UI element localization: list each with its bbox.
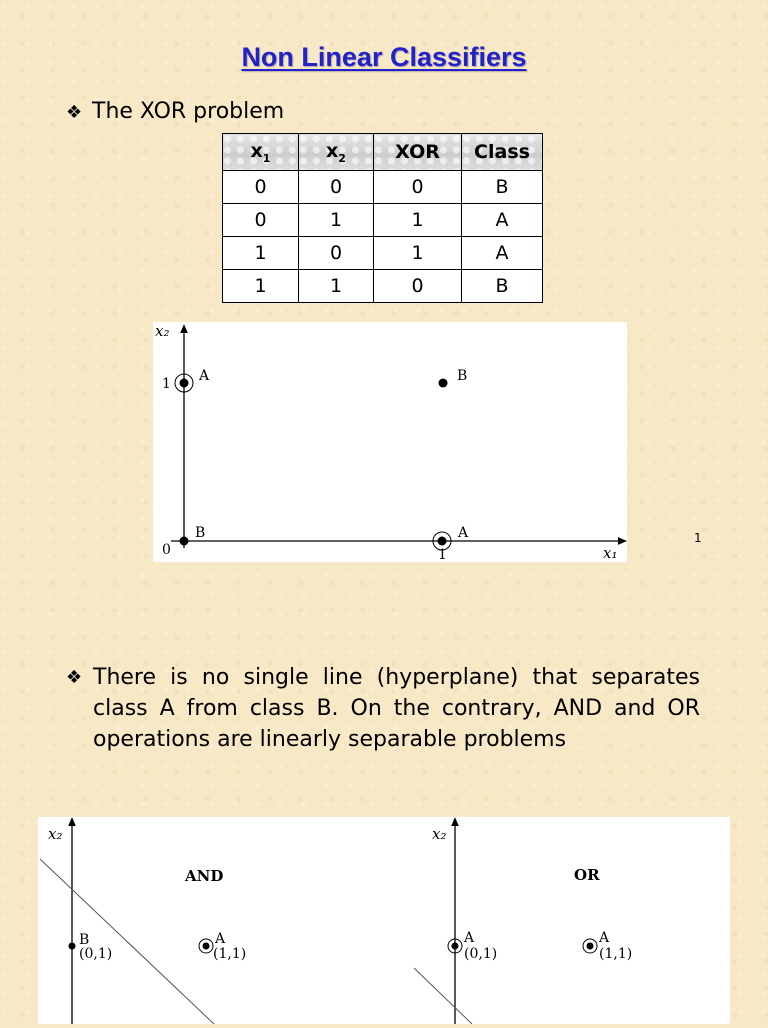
or-point-a-1-1 [583, 930, 632, 962]
cell-class: B [462, 270, 543, 303]
cell-class: B [462, 171, 543, 204]
cell-class: A [462, 204, 543, 237]
x-axis-label: x₁ [603, 544, 618, 562]
header-xor: XOR [374, 134, 462, 171]
and-plot-title: AND [185, 867, 224, 885]
cell-xor: 0 [374, 270, 462, 303]
svg-text:(0,1): (0,1) [79, 946, 113, 962]
svg-text:A: A [464, 930, 475, 946]
table-row [223, 204, 543, 237]
and-point-a [199, 931, 246, 962]
svg-text:(0,1): (0,1) [464, 946, 498, 962]
svg-text:A: A [215, 931, 226, 947]
and-or-plots [38, 817, 730, 1024]
cell-x1: 1 [223, 237, 299, 270]
xor-plot [153, 322, 627, 562]
svg-text:(1,1): (1,1) [599, 946, 633, 962]
cell-xor: 1 [374, 204, 462, 237]
y-axis-label: x₂ [155, 322, 170, 340]
or-y-axis-label: x₂ [432, 825, 447, 843]
or-plot-title: OR [574, 866, 600, 884]
origin-label: 0 [162, 542, 171, 558]
and-point-b [69, 932, 113, 962]
and-plot [40, 821, 246, 1024]
header-x2: $x_2$ [299, 134, 374, 171]
bullet-text: There is no single line (hyperplane) that separates class A from class B. On the contrary, AND and OR operations are linearly separable problems [93, 665, 700, 752]
cell-xor: 0 [374, 171, 462, 204]
cell-xor: 1 [374, 237, 462, 270]
table-row [223, 171, 543, 204]
cell-class: A [462, 237, 543, 270]
slide-number: 1 [694, 531, 702, 545]
header-class: Class [462, 134, 543, 171]
xor-plot-panel [153, 322, 627, 562]
table-header-row [223, 134, 543, 171]
page-title: Non Linear Classifiers [241, 42, 527, 72]
cell-x2: 1 [299, 270, 374, 303]
bullet-xor-problem [66, 96, 284, 128]
header-x1: $x_1$ [223, 134, 299, 171]
point-b-1-1 [439, 368, 468, 388]
diamond-bullet-icon: ❖ [66, 102, 83, 123]
svg-text:B: B [79, 932, 90, 948]
cell-x2: 0 [299, 171, 374, 204]
point-a-0-1 [175, 368, 210, 392]
svg-text:(1,1): (1,1) [213, 946, 247, 962]
diamond-bullet-icon: ❖ [66, 667, 83, 688]
svg-text:A: A [199, 368, 210, 384]
table-row [223, 270, 543, 303]
or-separating-line [414, 968, 472, 1024]
svg-text:A: A [458, 525, 469, 541]
bullet-text: The XOR problem [92, 99, 285, 124]
cell-x1: 0 [223, 171, 299, 204]
cell-x1: 1 [223, 270, 299, 303]
or-plot [414, 821, 632, 1024]
y-tick-label: 1 [162, 376, 171, 392]
cell-x2: 0 [299, 237, 374, 270]
and-y-axis-label: x₂ [48, 825, 63, 843]
cell-x1: 0 [223, 204, 299, 237]
table-row [223, 237, 543, 270]
x-tick-label: 1 [438, 547, 447, 562]
xor-truth-table [222, 133, 543, 303]
svg-text:A: A [599, 930, 610, 946]
svg-text:B: B [457, 368, 468, 384]
cell-x2: 1 [299, 204, 374, 237]
and-or-plot-panel [38, 817, 730, 1024]
bullet-separability [66, 662, 700, 755]
svg-text:B: B [195, 525, 206, 541]
